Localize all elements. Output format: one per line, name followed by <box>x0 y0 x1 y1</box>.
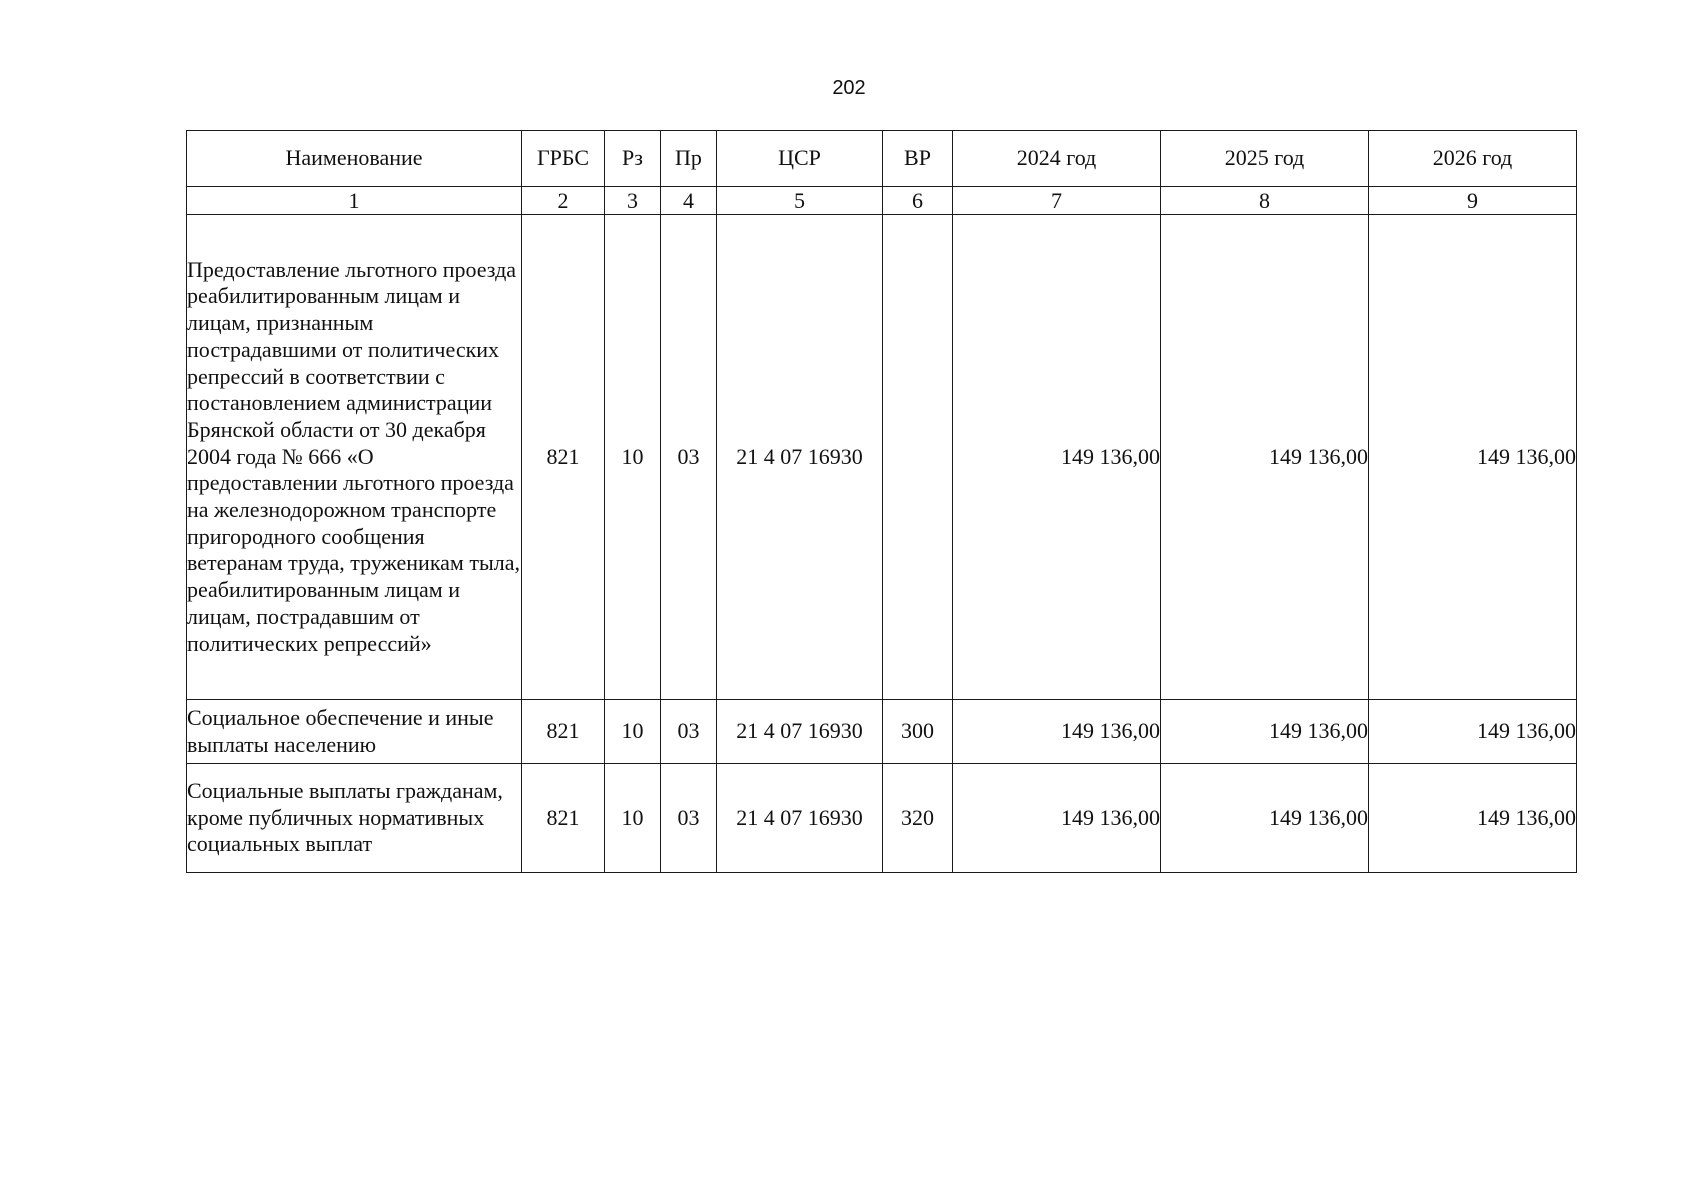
column-header-2024: 2024 год <box>953 131 1161 187</box>
page-number: 202 <box>832 77 866 99</box>
column-header-2025: 2025 год <box>1161 131 1369 187</box>
row-amount-2024: 149 136,00 <box>953 215 1161 700</box>
row-vr: 320 <box>883 764 953 873</box>
budget-table <box>186 130 1577 873</box>
column-number: 6 <box>883 187 953 215</box>
column-header-name: Наименование <box>187 131 522 187</box>
column-header-csr: ЦСР <box>717 131 883 187</box>
column-number: 7 <box>953 187 1161 215</box>
row-amount-2025: 149 136,00 <box>1161 215 1369 700</box>
row-amount-2024: 149 136,00 <box>953 764 1161 873</box>
column-header-rz: Рз <box>605 131 661 187</box>
row-csr: 21 4 07 16930 <box>717 764 883 873</box>
column-number: 2 <box>522 187 605 215</box>
row-rz: 10 <box>605 215 661 700</box>
table-row <box>187 700 1577 764</box>
row-csr: 21 4 07 16930 <box>717 700 883 764</box>
row-amount-2026: 149 136,00 <box>1369 764 1577 873</box>
column-number: 9 <box>1369 187 1577 215</box>
row-pr: 03 <box>661 700 717 764</box>
row-pr: 03 <box>661 764 717 873</box>
column-header-pr: Пр <box>661 131 717 187</box>
column-number-row <box>187 187 1577 215</box>
column-number: 8 <box>1161 187 1369 215</box>
column-number: 3 <box>605 187 661 215</box>
row-grbs: 821 <box>522 764 605 873</box>
row-vr: 300 <box>883 700 953 764</box>
row-csr: 21 4 07 16930 <box>717 215 883 700</box>
row-rz: 10 <box>605 700 661 764</box>
row-amount-2025: 149 136,00 <box>1161 700 1369 764</box>
column-number: 5 <box>717 187 883 215</box>
row-amount-2024: 149 136,00 <box>953 700 1161 764</box>
table-header-row <box>187 131 1577 187</box>
row-name: Социальные выплаты гражданам, кроме публичных нормативных социальных выплат <box>187 764 522 873</box>
column-header-2026: 2026 год <box>1369 131 1577 187</box>
column-header-grbs: ГРБС <box>522 131 605 187</box>
row-amount-2026: 149 136,00 <box>1369 700 1577 764</box>
row-rz: 10 <box>605 764 661 873</box>
column-number: 1 <box>187 187 522 215</box>
row-name: Предоставление льготного проезда реабилитированным лицам и лицам, признанным пострадавшими от политических репрессий в соответствии с постановлением администрации Брянской области от 30 декабря 2004 года № 666 «О предоставлении льготного проезда на железнодорожном транспорте пригородного сообщения ветеранам труда, труженикам тыла, реабилитированным лицам и лицам, пострадавшим от политических репрессий» <box>187 215 522 700</box>
row-pr: 03 <box>661 215 717 700</box>
row-grbs: 821 <box>522 700 605 764</box>
table-row <box>187 764 1577 873</box>
row-name: Социальное обеспечение и иные выплаты населению <box>187 700 522 764</box>
row-grbs: 821 <box>522 215 605 700</box>
row-vr <box>883 215 953 700</box>
table-row <box>187 215 1577 700</box>
column-header-vr: ВР <box>883 131 953 187</box>
column-number: 4 <box>661 187 717 215</box>
row-amount-2025: 149 136,00 <box>1161 764 1369 873</box>
row-amount-2026: 149 136,00 <box>1369 215 1577 700</box>
